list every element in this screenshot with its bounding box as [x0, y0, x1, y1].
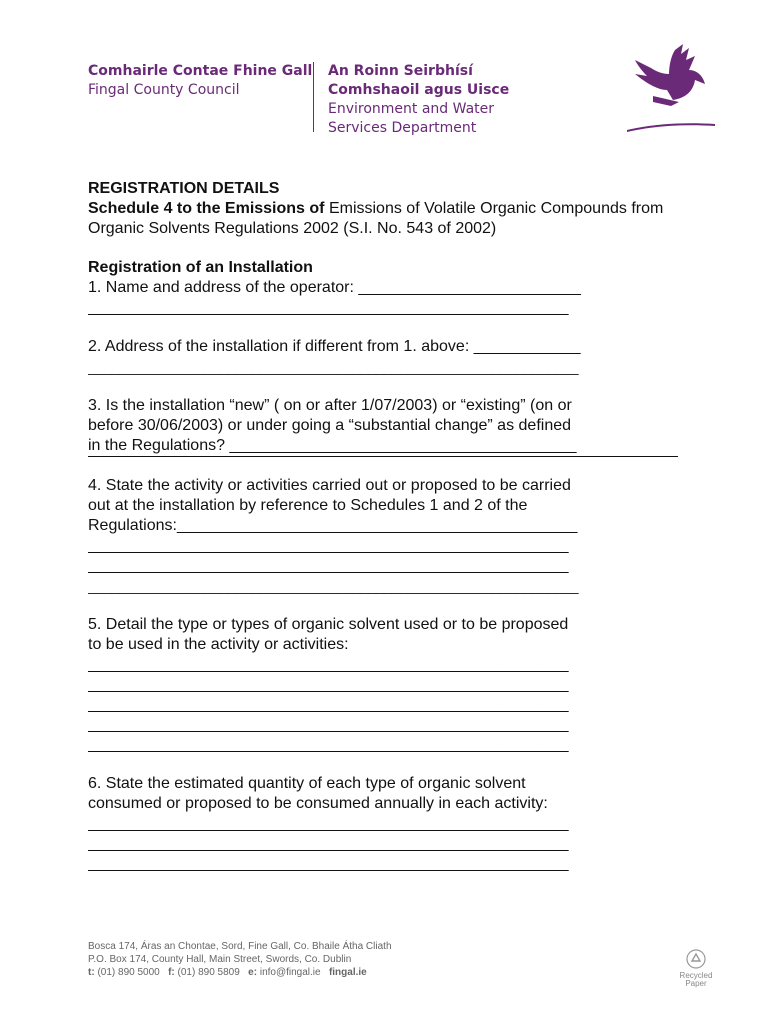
- q4-text: Regulations:: [88, 517, 177, 534]
- dept-irish-1: An Roinn Seirbhísí: [328, 63, 473, 79]
- phone-number: (01) 890 5000: [94, 967, 160, 978]
- q1-answer-line[interactable]: ______________________________________________________: [88, 299, 569, 316]
- council-name: [88, 62, 312, 100]
- q3-text: in the Regulations?: [88, 437, 230, 454]
- q3-blank[interactable]: _______________________________________: [229, 437, 577, 454]
- registration-form: [88, 179, 678, 874]
- question-3-line-3: [88, 436, 678, 457]
- schedule-reference: [88, 199, 678, 239]
- question-3-line-1: 3. Is the installation “new” ( on or after 1/07/2003) or “existing” (on or: [88, 397, 572, 414]
- question-6-line-1: 6. State the estimated quantity of each type of organic solvent: [88, 775, 526, 792]
- dept-english-2: Services Department: [328, 120, 477, 136]
- q4-answer-line[interactable]: _______________________________________________________________: [88, 578, 579, 594]
- email-address[interactable]: info@fingal.ie: [257, 967, 321, 978]
- question-6-line-2: consumed or proposed to be consumed annually in each activity:: [88, 795, 548, 812]
- q5-answer-line[interactable]: ______________________________________________________: [88, 656, 569, 673]
- fax-label: f:: [168, 967, 175, 978]
- schedule-bold: Schedule 4 to the Emissions of: [88, 200, 325, 217]
- header-divider: [313, 62, 314, 132]
- council-name-irish: Comhairle Contae Fhine Gall: [88, 63, 313, 79]
- question-5-line-2: to be used in the activity or activities:: [88, 636, 349, 653]
- dept-english-1: Environment and Water: [328, 101, 495, 117]
- dept-irish-2: Comhshaoil agus Uisce: [328, 82, 510, 98]
- q4-answer-line[interactable]: ______________________________________________________: [88, 537, 569, 554]
- bird-logo-icon: [623, 40, 718, 135]
- recycled-label-1: Recycled: [679, 971, 713, 980]
- schedule-rest: Emissions of Volatile Organic Compounds from Organic Solvents Regulations 2002 (S.I. No. 543 of 2002): [88, 200, 664, 237]
- question-4-line-2: out at the installation by reference to Schedules 1 and 2 of the: [88, 497, 528, 514]
- q6-answer-line[interactable]: ______________________________________________________: [88, 815, 569, 832]
- q1-text: 1. Name and address of the operator:: [88, 279, 359, 296]
- question-2: [88, 337, 678, 357]
- q5-answer-line[interactable]: ______________________________________________________: [88, 716, 569, 733]
- q4-blank[interactable]: _____________________________________________: [176, 517, 578, 534]
- q6-answer-line[interactable]: ______________________________________________________: [88, 855, 569, 872]
- section-heading: Registration of an Installation: [88, 259, 313, 276]
- council-name-english: Fingal County Council: [88, 82, 240, 98]
- question-5-line-1: 5. Detail the type or types of organic solvent used or to be proposed: [88, 616, 569, 633]
- fax-number: (01) 890 5809: [174, 967, 240, 978]
- email-label: e:: [248, 967, 258, 978]
- q1-blank[interactable]: _________________________: [358, 279, 581, 296]
- question-3-line-2: before 30/06/2003) or under going a “substantial change” as defined: [88, 417, 572, 434]
- q5-answer-line[interactable]: ______________________________________________________: [88, 736, 569, 753]
- q6-answer-line[interactable]: ______________________________________________________: [88, 835, 569, 852]
- q4-answer-line[interactable]: ______________________________________________________: [88, 557, 569, 574]
- recycle-icon: [685, 948, 707, 970]
- q5-answer-line[interactable]: ______________________________________________________: [88, 676, 569, 693]
- question-1: [88, 278, 678, 298]
- question-4-line-3: [88, 516, 678, 536]
- form-title: REGISTRATION DETAILS: [88, 180, 280, 197]
- letterhead: [88, 62, 728, 142]
- department-name: [328, 62, 509, 138]
- question-4-line-1: 4. State the activity or activities carried out or proposed to be carried: [88, 477, 571, 494]
- q5-answer-line[interactable]: ______________________________________________________: [88, 696, 569, 713]
- footer-contacts: [88, 966, 392, 979]
- phone-label: t:: [88, 967, 95, 978]
- q2-text: 2. Address of the installation if different from 1. above:: [88, 338, 474, 355]
- recycled-label-2: Paper: [685, 979, 707, 988]
- q2-blank[interactable]: ____________: [473, 338, 581, 355]
- website-link[interactable]: fingal.ie: [328, 967, 367, 978]
- footer-address-english: P.O. Box 174, County Hall, Main Street, Swords, Co. Dublin: [88, 954, 352, 965]
- recycled-paper-mark: [676, 948, 716, 988]
- footer-address-irish: Bosca 174, Áras an Chontae, Sord, Fine Gall, Co. Bhaile Átha Cliath: [88, 941, 392, 952]
- footer-address: [88, 940, 392, 979]
- q2-answer-line[interactable]: _______________________________________________________________: [88, 359, 579, 375]
